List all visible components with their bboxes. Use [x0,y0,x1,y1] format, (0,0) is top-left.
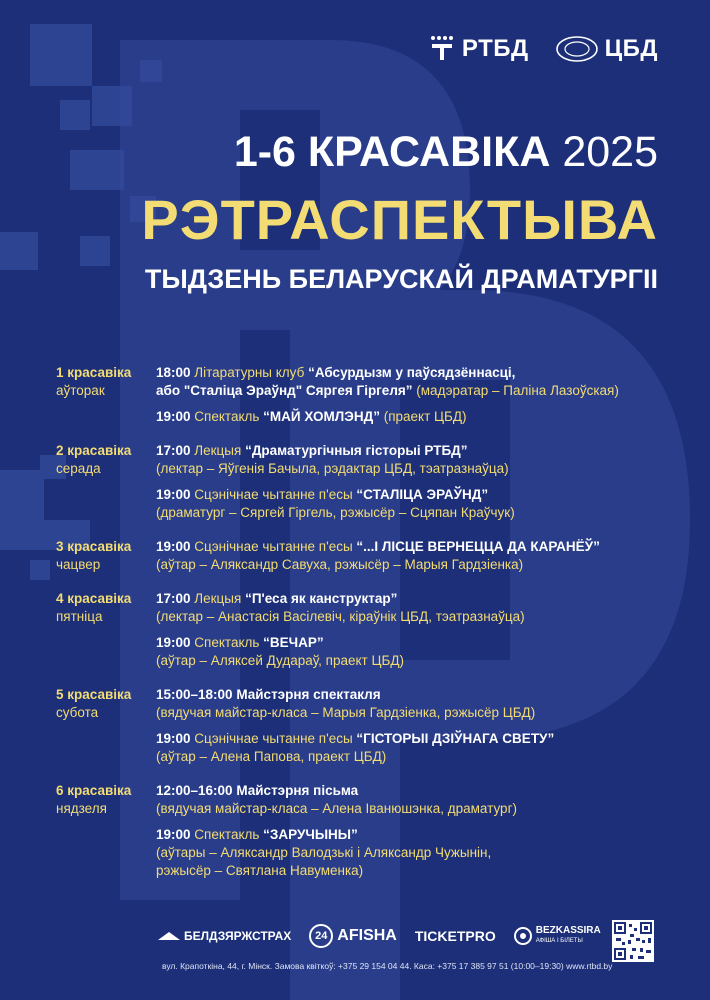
day-events [156,782,676,880]
event-title: “Драматургічныя гісторыі РТБД” [245,443,468,458]
footer-contact: вул. Крапоткіна, 44, г. Мінск. Замова квіткоў: +375 29 154 04 44. Каса: +375 17 385 97 51 (10:00–19:30) www.rtbd.by [162,961,613,971]
event-title: “Абсурдызм у паўсядзённасці, [308,365,516,380]
event-type: Сцэнічнае чытанне п'есы [190,487,357,502]
event-time: 19:00 [156,539,191,554]
event [156,782,676,818]
cbd-logo-text: ЦБД [604,35,658,62]
event-time: 18:00 [156,365,191,380]
day-label [56,782,156,880]
event-type: Спектакль [190,635,264,650]
day-label [56,538,156,574]
event-detail: (вядучая майстар-класа – Марыя Гардзіенка, рэжысёр ЦБД) [156,705,536,720]
event [156,634,676,670]
day-2 [56,442,676,522]
cbd-logo [555,34,658,64]
sponsor-name: TICKETPRO [414,928,496,944]
day-weekday: пятніца [56,609,103,624]
event-title: Майстэрня пісьма [236,783,359,798]
header-logos [428,34,658,64]
page-subtitle: ТЫДЗЕНЬ БЕЛАРУСКАЙ ДРАМАТУРГІІ [144,264,658,294]
cbd-emblem-icon [555,34,599,64]
sponsor-name: AFISHA [337,927,397,944]
event-type: Лекцыя [190,591,246,606]
afisha-circle-icon: 24 [309,924,333,948]
day-6 [56,782,676,880]
event-time: 17:00 [156,443,191,458]
event-title: “СТАЛІЦА ЭРАЎНД” [356,487,489,502]
sponsor-name: BEZKASSIRA [535,925,601,936]
event-detail: (мадэратар – Паліна Лазоўская) [412,383,619,398]
event-title-cont: або "Сталіца Эраўнд" Сяргея Гіргеля” [156,383,413,398]
day-weekday: аўторак [56,383,105,398]
event-detail: (праект ЦБД) [379,409,467,424]
event-time: 15:00–18:00 [156,687,233,702]
event-time: 12:00–16:00 [156,783,233,798]
event-detail: (лектар – Анастасія Васілевіч, кіраўнік ЦБД, тэатразнаўца) [156,609,525,624]
rtbd-logo-text: РТБД [461,35,529,62]
day-date: 4 красавіка [56,591,132,606]
event-time: 19:00 [156,635,191,650]
event-title: “ЗАРУЧЫНЫ” [263,827,358,842]
event-title: “ГІСТОРЫІ ДЗІЎНАГА СВЕТУ” [356,731,555,746]
day-date: 6 красавіка [56,783,132,798]
day-events [156,364,676,426]
day-label [56,686,156,766]
schedule [56,364,676,896]
event [156,826,676,880]
sponsor-logos [158,924,601,948]
event-title: “МАЙ ХОМЛЭНД” [263,409,380,424]
bezkassira-icon [514,927,532,945]
event [156,730,676,766]
event-time: 17:00 [156,591,191,606]
event-detail: (аўтар – Аляксей Дудараў, праект ЦБД) [156,653,404,668]
day-events [156,686,676,766]
event-detail: (драматург – Сяргей Гіргель, рэжысёр – Сцяпан Краўчук) [156,505,515,520]
sponsor-bezkassira [514,926,601,946]
event-detail: рэжысёр – Святлана Навуменка) [156,863,364,878]
sponsor-tagline: АФІША І БІЛЕТЫ [535,938,583,944]
beldzyarzhstrakh-icon [158,930,180,942]
sponsor-ticketpro [415,928,496,944]
event-type: Літаратурны клуб [190,365,309,380]
day-label [56,590,156,670]
event-detail: (аўтар – Алена Папова, праект ЦБД) [156,749,387,764]
page-title: РЭТРАСПЕКТЫВА [141,188,658,251]
day-date: 5 красавіка [56,687,132,702]
event-type: Спектакль [190,827,264,842]
event-type: Лекцыя [190,443,246,458]
dates-range: 1-6 КРАСАВІКА [233,128,551,176]
event [156,686,676,722]
event-dates [234,128,658,176]
event-title: “...І ЛІСЦЕ ВЕРНЕЦЦА ДА КАРАНЁЎ” [356,539,600,554]
day-events [156,590,676,670]
day-weekday: нядзеля [56,801,107,816]
rtbd-logo [428,34,529,64]
event-title: “П'еса як канструктар” [245,591,398,606]
event-time: 19:00 [156,731,191,746]
day-events [156,538,676,574]
event-title: “ВЕЧАР” [263,635,324,650]
event [156,538,676,574]
day-date: 3 красавіка [56,539,132,554]
day-weekday: серада [56,461,101,476]
event-type: Спектакль [190,409,264,424]
event-detail: (аўтары – Аляксандр Валодзькі і Аляксандр Чужынін, [156,845,492,860]
day-3 [56,538,676,574]
sponsor-name: БЕЛДЗЯРЖСТРАХ [184,929,292,943]
year: 2025 [562,128,658,176]
event [156,486,676,522]
event [156,408,676,426]
day-date: 2 красавіка [56,443,132,458]
day-5 [56,686,676,766]
event-time: 19:00 [156,827,191,842]
event-title: Майстэрня спектакля [236,687,381,702]
event-detail: (вядучая майстар-класа – Алена Іванюшэнка, драматург) [156,801,517,816]
day-4 [56,590,676,670]
event [156,590,676,626]
event-type: Сцэнічнае чытанне п'есы [190,731,357,746]
day-events [156,442,676,522]
day-label [56,364,156,426]
day-label [56,442,156,522]
sponsor-24afisha [309,924,397,948]
day-weekday: чацвер [56,557,101,572]
day-weekday: субота [56,705,99,720]
day-1 [56,364,676,426]
event-detail: (аўтар – Аляксандр Савуха, рэжысёр – Марыя Гардзіенка) [156,557,524,572]
rtbd-emblem-icon [428,34,456,64]
event-detail: (лектар – Яўгенія Бачыла, рэдактар ЦБД, тэатразнаўца) [156,461,509,476]
qr-code-icon[interactable] [612,920,654,962]
event-time: 19:00 [156,487,191,502]
event [156,442,676,478]
event-time: 19:00 [156,409,191,424]
event-type: Сцэнічнае чытанне п'есы [190,539,357,554]
sponsor-beldzyarzhstrakh [158,929,291,943]
day-date: 1 красавіка [56,365,132,380]
event [156,364,676,400]
